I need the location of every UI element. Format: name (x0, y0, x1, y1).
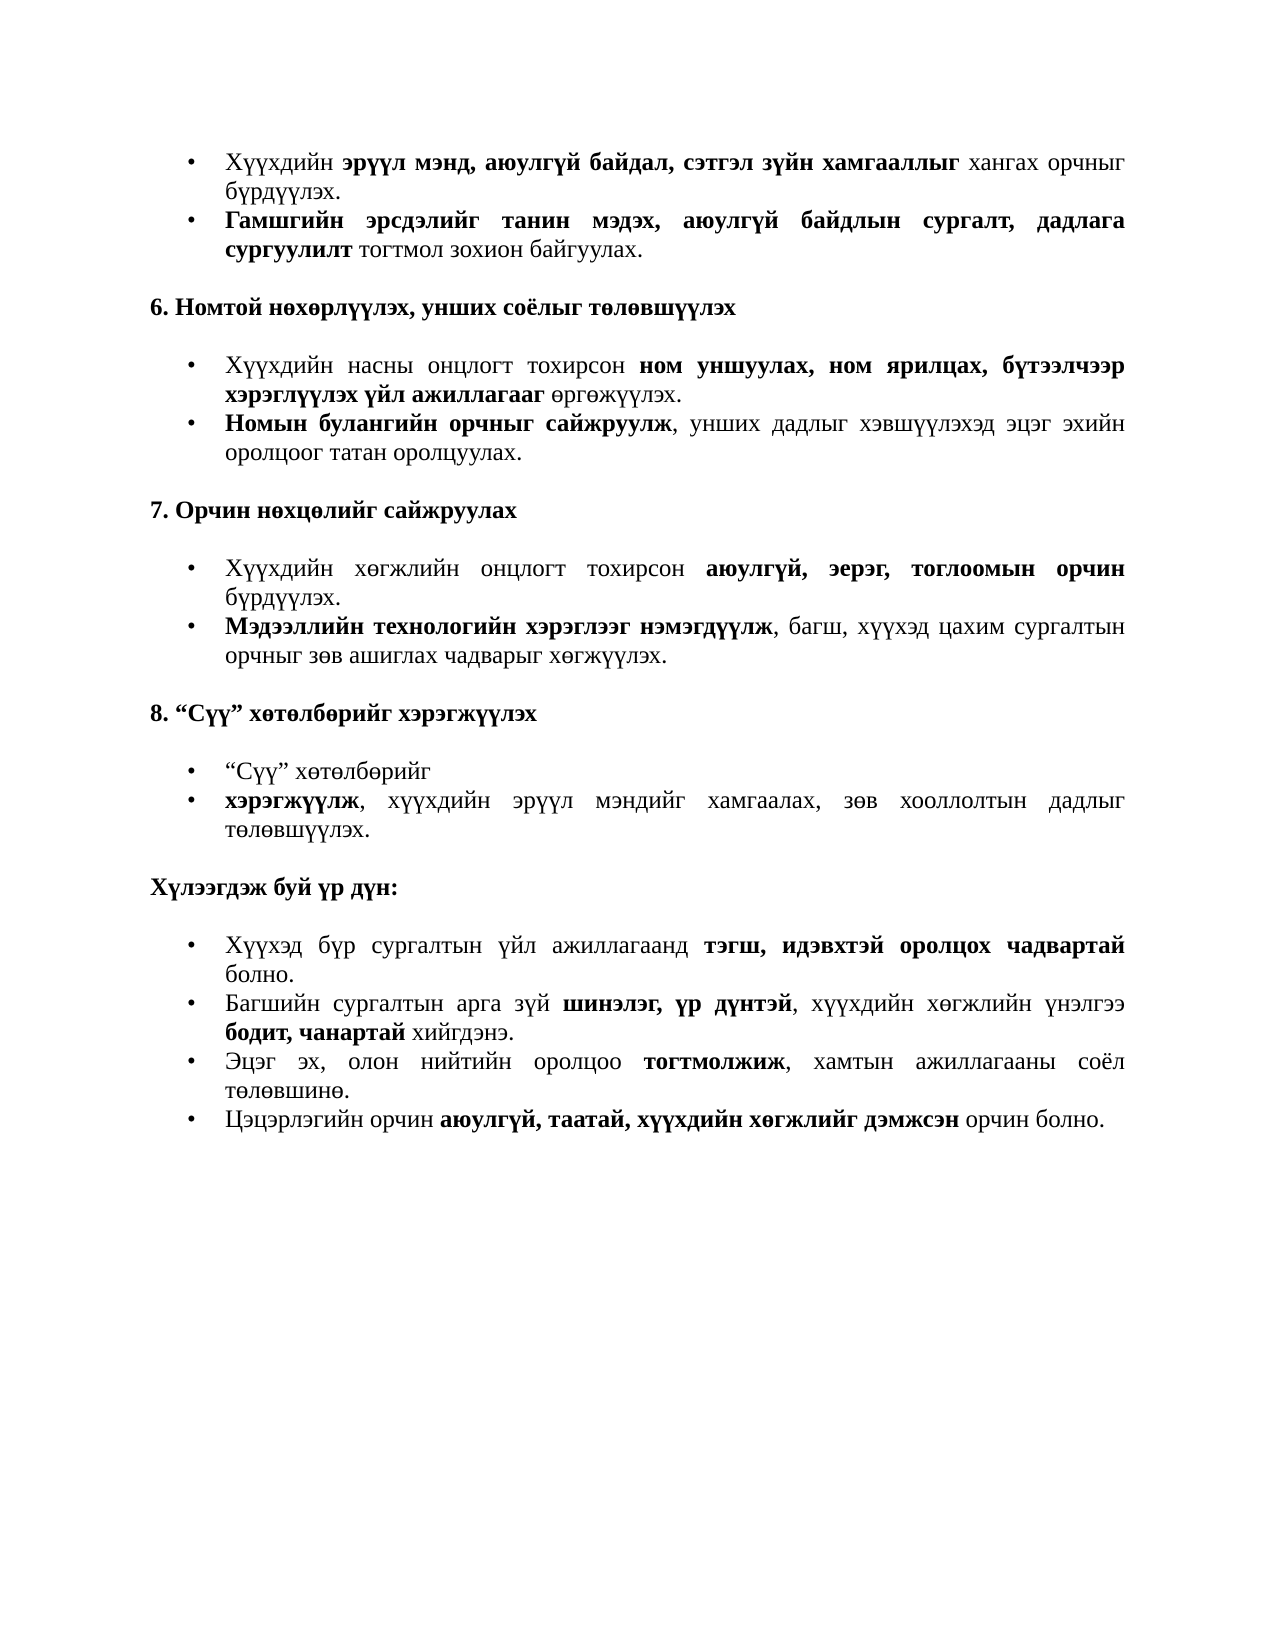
section-heading-8: 8. “Сүү” хөтөлбөрийг хэрэгжүүлэх (150, 700, 537, 727)
text-run: , хүүхдийн эрүүл мэндийг хамгаалах, зөв хооллолтын дадлыг төлөвшүүлэх. (225, 787, 1125, 843)
text-run: , хамтын ажиллагааны соёл төлөвшинө. (225, 1048, 1125, 1104)
text-run: Эцэг эх, олон нийтийн оролцоо (225, 1048, 644, 1075)
bold-text-run: бодит, чанартай (225, 1019, 406, 1046)
bullet-item (225, 554, 1125, 612)
bold-text-run: ном уншуулах, ном ярилцах, бүтээлчээр хэрэглүүлэх үйл ажиллагааг (225, 352, 1125, 408)
text-run: өргөжүүлэх. (544, 381, 683, 408)
section-6-bullet-list (150, 351, 1125, 467)
bullet-item (225, 989, 1125, 1047)
text-run: бүрдүүлэх. (225, 584, 342, 611)
text-run: болно. (225, 961, 295, 988)
bullet-item (225, 757, 1125, 786)
text-run: хангах орчныг бүрдүүлэх. (225, 149, 1125, 205)
bullet-item (225, 351, 1125, 409)
bullet-item (225, 1105, 1125, 1134)
text-run: Цэцэрлэгийн орчин (225, 1106, 440, 1133)
bold-text-run: Мэдээллийн технологийн хэрэглээг нэмэгдүүлж (225, 613, 773, 640)
text-run: хийгдэнэ. (405, 1019, 515, 1046)
intro-bullet-list (150, 148, 1125, 264)
bullet-item (225, 612, 1125, 670)
text-run: , унших дадлыг хэвшүүлэхэд эцэг эхийн оролцоог татан оролцуулах. (225, 410, 1125, 466)
bold-text-run: тогтмолжиж (643, 1048, 786, 1075)
text-run: орчин болно. (959, 1106, 1105, 1133)
text-run: тогтмол зохион байгуулах. (352, 236, 644, 263)
bold-text-run: эрүүл мэнд, аюулгүй байдал, сэтгэл зүйн хамгааллыг (342, 149, 960, 176)
text-run: Хүүхдийн насны онцлогт тохирсон (225, 352, 640, 379)
bold-text-run: хэрэгжүүлж (225, 787, 360, 814)
section-8-bullet-list (150, 757, 1125, 844)
bold-text-run: аюулгүй, таатай, хүүхдийн хөгжлийг дэмжсэн (439, 1106, 960, 1133)
section-heading-6: 6. Номтой нөхөрлүүлэх, унших соёлыг төлөвшүүлэх (150, 294, 736, 321)
bold-text-run: Номын булангийн орчныг сайжруулж (225, 410, 673, 437)
section-7-bullet-list (150, 554, 1125, 670)
text-run: Хүүхэд бүр сургалтын үйл ажиллагаанд (225, 932, 704, 959)
text-run: “Сүү” хөтөлбөрийг (225, 758, 431, 785)
text-run: , хүүхдийн хөгжлийн үнэлгээ (792, 990, 1125, 1017)
section-heading-7: 7. Орчин нөхцөлийг сайжруулах (150, 497, 518, 524)
bold-text-run: шинэлэг, үр дүнтэй (562, 990, 793, 1017)
expected-results-heading: Хүлээгдэж буй үр дүн: (150, 874, 399, 901)
bold-text-run: Гамшгийн эрсдэлийг танин мэдэх, аюулгүй байдлын сургалт, дадлага сургуулилт (225, 207, 1125, 263)
bullet-item (225, 148, 1125, 206)
bullet-item (225, 1047, 1125, 1105)
bullet-item (225, 931, 1125, 989)
bullet-item (225, 409, 1125, 467)
bold-text-run: тэгш, идэвхтэй оролцох чадвартай (703, 932, 1125, 959)
bullet-item (225, 786, 1125, 844)
text-run: Хүүхдийн хөгжлийн онцлогт тохирсон (225, 555, 706, 582)
text-run: , багш, хүүхэд цахим сургалтын орчныг зөв ашиглах чадварыг хөгжүүлэх. (225, 613, 1126, 669)
bullet-item (225, 206, 1125, 264)
text-run: Хүүхдийн (225, 149, 343, 176)
text-run: Багшийн сургалтын арга зүй (225, 990, 563, 1017)
expected-results-bullet-list (150, 931, 1125, 1134)
bold-text-run: аюулгүй, эерэг, тоглоомын орчин (705, 555, 1125, 582)
